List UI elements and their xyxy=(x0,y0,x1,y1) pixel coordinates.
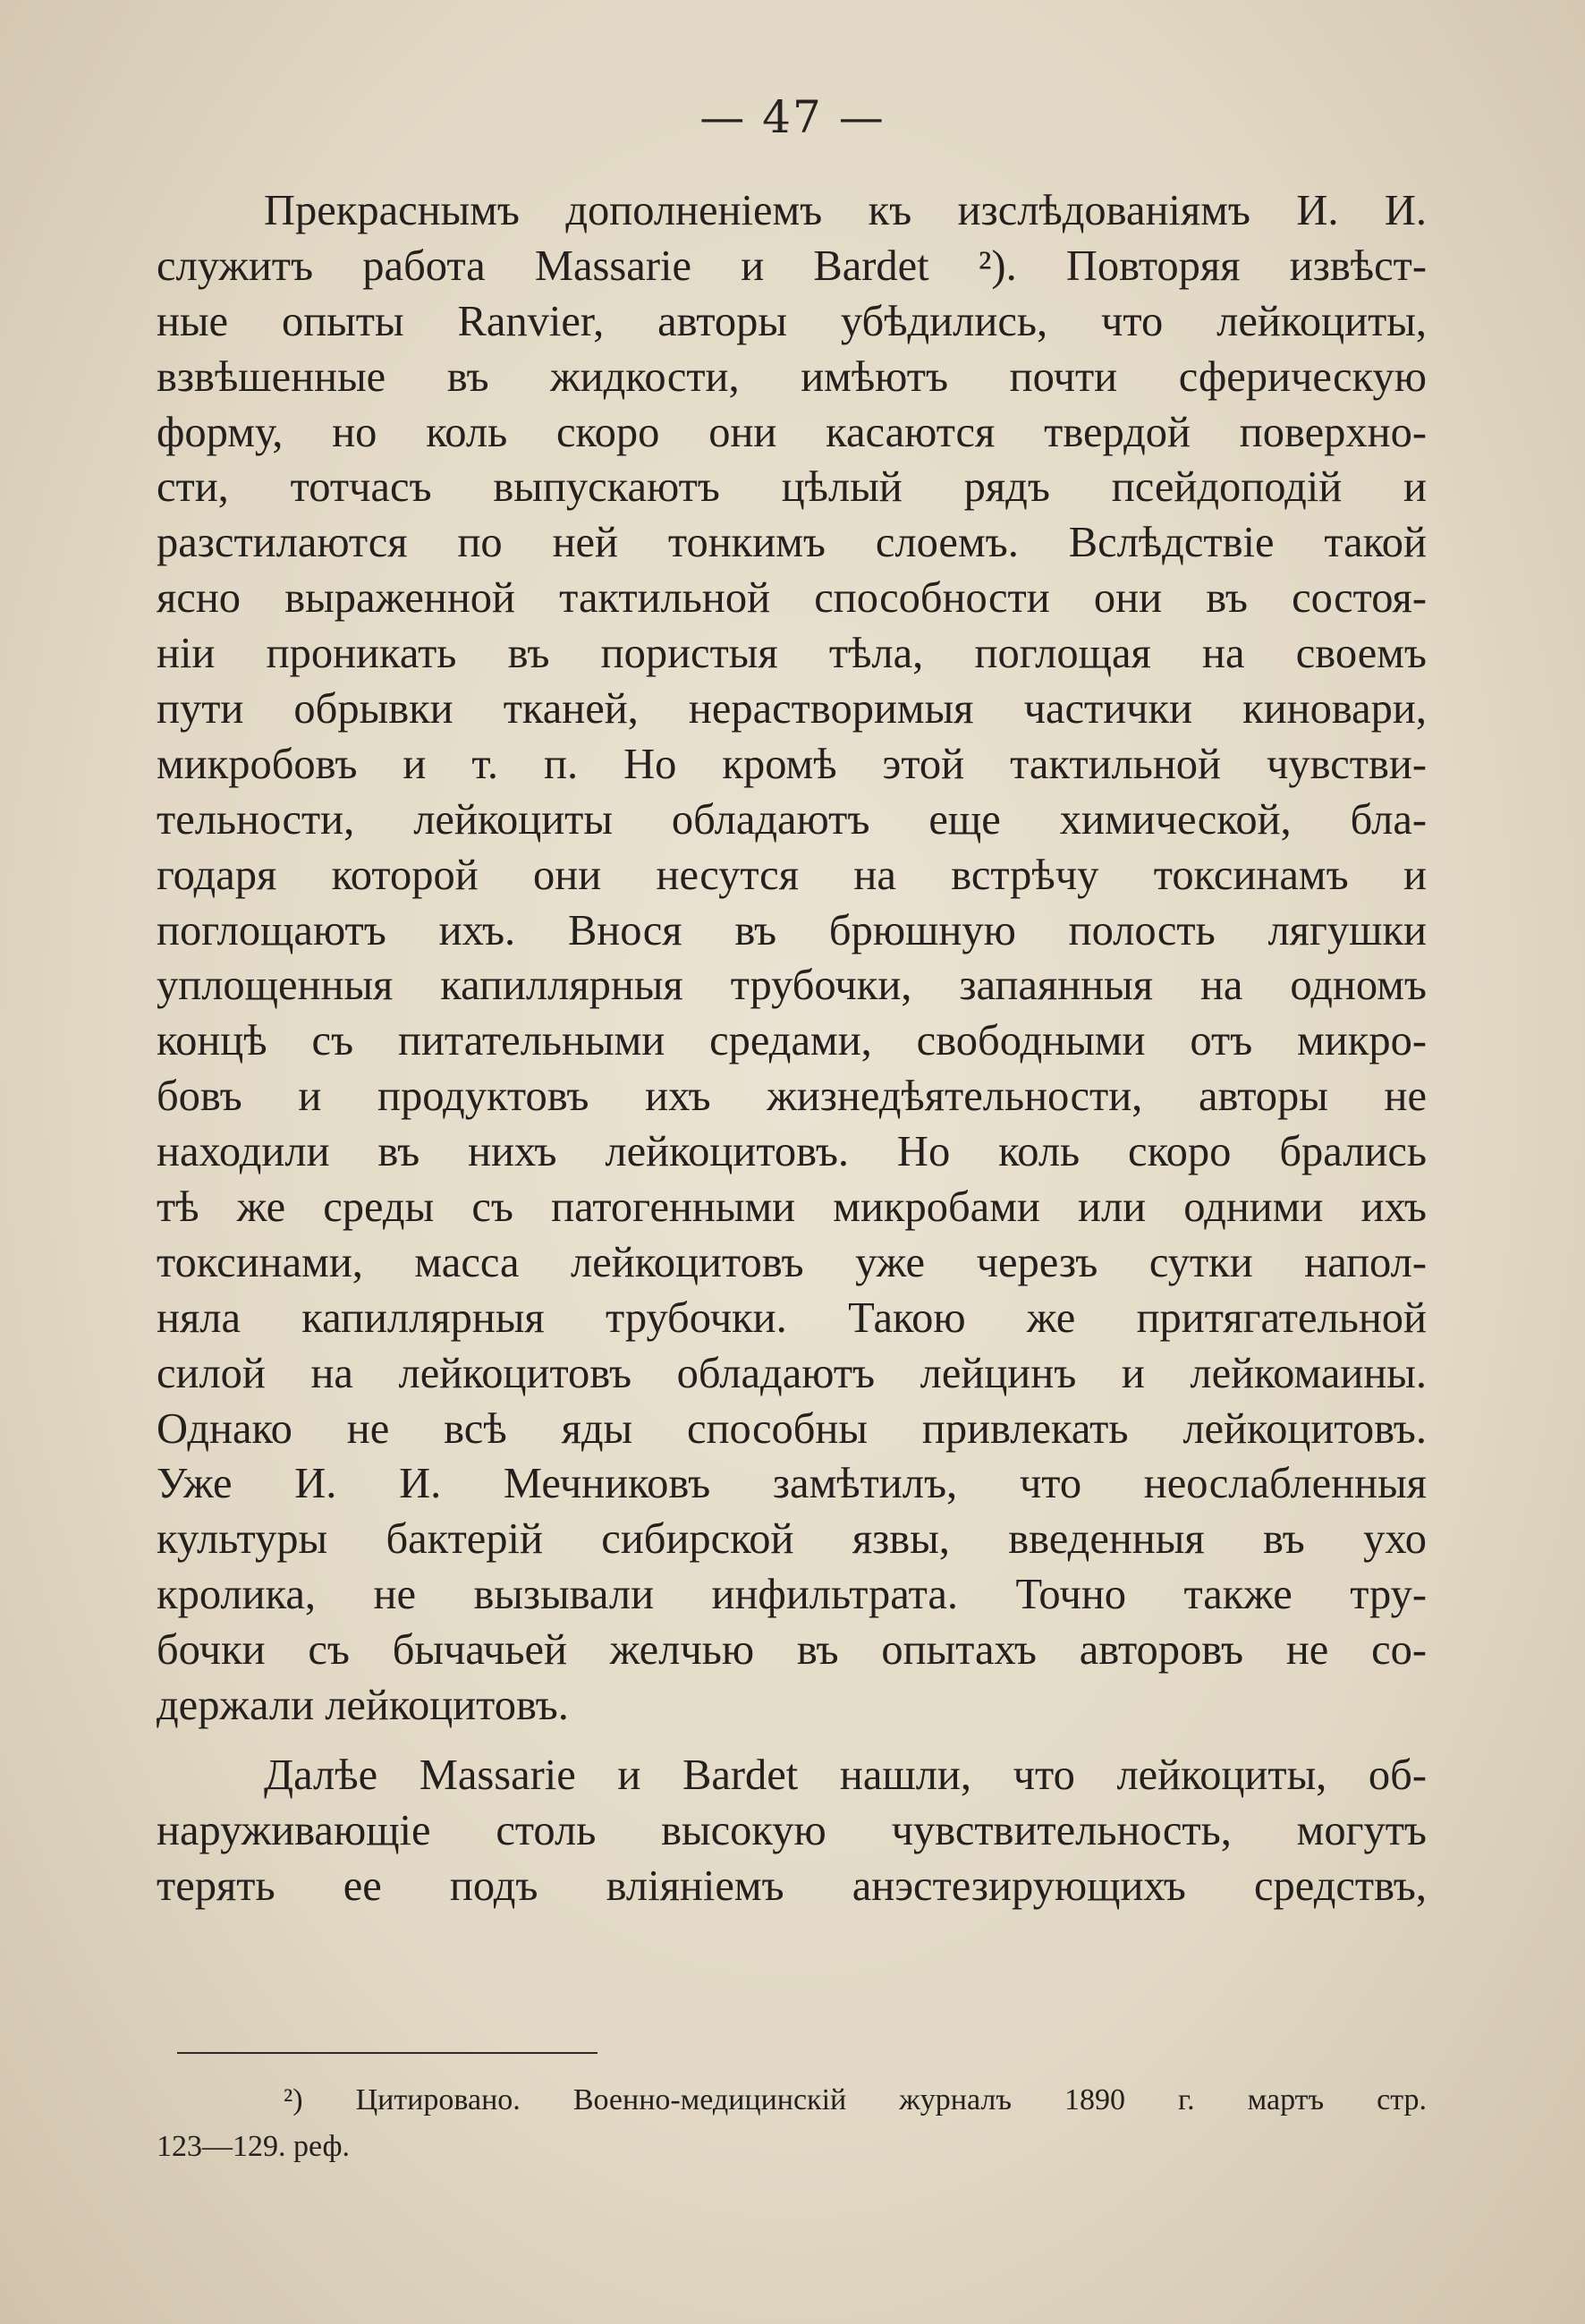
text-line: уплощенныя капиллярныя трубочки, запаянныя на одномъ xyxy=(157,962,1427,1010)
text-line: поглощаютъ ихъ. Внося въ брюшную полость лягушки xyxy=(157,906,1427,954)
text-line: годаря которой они несутся на встрѣчу токсинамъ и xyxy=(157,851,1427,899)
text-line: форму, но коль скоро они касаются твердой поверхно- xyxy=(157,408,1427,456)
paragraph-gap xyxy=(157,1734,1427,1748)
text-line: кролика, не вызывали инфильтрата. Точно также тру- xyxy=(157,1571,1427,1619)
text-line: сти, тотчасъ выпускаютъ цѣлый рядъ псейдоподій и xyxy=(157,463,1427,512)
text-line: ніи проникать въ пористыя тѣла, поглощая на своемъ xyxy=(157,630,1427,678)
text-line: ясно выраженной тактильной способности они въ состоя- xyxy=(157,574,1427,623)
text-line: силой на лейкоцитовъ обладаютъ лейцинъ и лейкомаины. xyxy=(157,1349,1427,1397)
text-line: разстилаются по ней тонкимъ слоемъ. Вслѣдствіе такой xyxy=(157,519,1427,567)
text-line: бочки съ бычачьей желчью въ опытахъ авторовъ не со- xyxy=(157,1626,1427,1675)
text-line: бовъ и продуктовъ ихъ жизнедѣятельности, авторы не xyxy=(157,1073,1427,1121)
text-line: служитъ работа Massarie и Bardet ²). Повторяя извѣст- xyxy=(157,242,1427,290)
footnote-line: ²) Цитировано. Военно-медицинскій журналъ 1890 г. мартъ стр. xyxy=(284,2083,1427,2116)
text-line: тельности, лейкоциты обладаютъ еще химической, бла- xyxy=(157,795,1427,844)
text-line: Уже И. И. Мечниковъ замѣтилъ, что неослабленныя xyxy=(157,1460,1427,1508)
footnote-divider xyxy=(177,2052,598,2054)
paragraph xyxy=(157,1748,1427,1914)
text-line: взвѣшенные въ жидкости, имѣютъ почти сферическую xyxy=(157,352,1427,401)
paragraph xyxy=(157,183,1427,1734)
text-line: культуры бактерій сибирской язвы, введенныя въ ухо xyxy=(157,1515,1427,1564)
text-line: держали лейкоцитовъ. xyxy=(157,1682,569,1730)
text-line: находили въ нихъ лейкоцитовъ. Но коль скоро брались xyxy=(157,1128,1427,1176)
body-text xyxy=(157,183,1427,1914)
page-number: — 47 — xyxy=(699,91,886,143)
footnote-line: 123—129. реф. xyxy=(157,2130,351,2163)
text-line: ные опыты Ranvier, авторы убѣдились, что лейкоциты, xyxy=(157,297,1427,345)
text-line: Однако не всѣ яды способны привлекать лейкоцитовъ. xyxy=(157,1404,1427,1453)
footnote xyxy=(157,2077,1427,2170)
text-line: Прекраснымъ дополненіемъ къ изслѣдованіямъ И. И. xyxy=(264,187,1427,234)
text-line: микробовъ и т. п. Но кромѣ этой тактильной чувстви- xyxy=(157,740,1427,788)
text-line: терять ее подъ вліяніемъ анэстезирующихъ средствъ, xyxy=(157,1862,1427,1910)
text-line: токсинами, масса лейкоцитовъ уже черезъ сутки напол- xyxy=(157,1238,1427,1286)
text-line: наруживающіе столь высокую чувствительность, могутъ xyxy=(157,1806,1427,1854)
text-line: пути обрывки тканей, нерастворимыя частички киновари, xyxy=(157,685,1427,734)
text-line: концѣ съ питательными средами, свободными отъ микро- xyxy=(157,1017,1427,1065)
text-line: няла капиллярныя трубочки. Такою же притягательной xyxy=(157,1293,1427,1342)
text-line: тѣ же среды съ патогенными микробами или одними ихъ xyxy=(157,1183,1427,1232)
text-line: Далѣе Massarie и Bardet нашли, что лейкоциты, об- xyxy=(264,1751,1427,1799)
